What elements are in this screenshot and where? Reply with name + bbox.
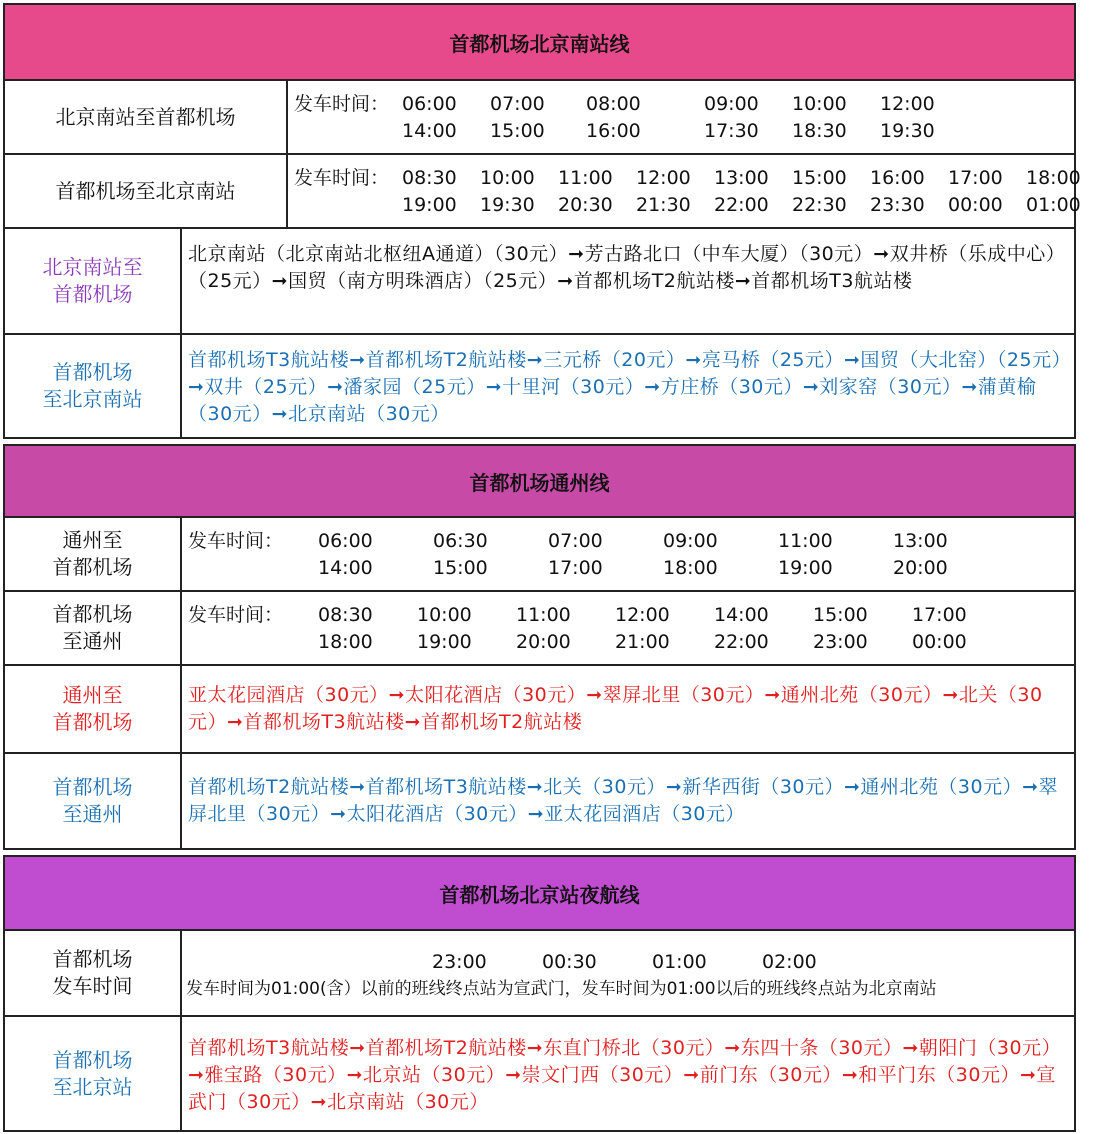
time: 19:00 bbox=[402, 194, 457, 216]
schedule-row bbox=[5, 81, 1074, 155]
time: 15:00 bbox=[490, 120, 545, 142]
time: 17:00 bbox=[548, 557, 603, 579]
section-title: 首都机场北京站夜航线 bbox=[439, 882, 640, 907]
time: 21:30 bbox=[636, 194, 691, 216]
section-night-line bbox=[3, 855, 1076, 1132]
time: 20:00 bbox=[516, 631, 571, 653]
time: 09:00 bbox=[663, 530, 718, 552]
schedule-row bbox=[5, 155, 1081, 229]
time: 19:30 bbox=[880, 120, 935, 142]
time: 21:00 bbox=[615, 631, 670, 653]
time: 14:00 bbox=[402, 120, 457, 142]
time: 19:00 bbox=[778, 557, 833, 579]
time: 15:00 bbox=[813, 604, 868, 626]
time: 18:30 bbox=[792, 120, 847, 142]
time: 18:00 bbox=[1026, 167, 1081, 189]
time: 20:00 bbox=[893, 557, 948, 579]
time: 09:00 bbox=[704, 93, 759, 115]
section-header bbox=[5, 446, 1074, 518]
time: 17:00 bbox=[948, 167, 1003, 189]
departure-prefix: 发车时间： bbox=[188, 604, 284, 626]
time: 15:00 bbox=[433, 557, 488, 579]
route-row bbox=[5, 754, 1074, 848]
row-label: 首都机场 至北京站 bbox=[5, 1017, 182, 1130]
row-content bbox=[182, 931, 1074, 1015]
time: 16:00 bbox=[586, 120, 641, 142]
row-content bbox=[182, 518, 1074, 590]
row-label: 北京南站至 首都机场 bbox=[5, 229, 182, 333]
section-title: 首都机场北京南站线 bbox=[449, 31, 630, 56]
row-label: 通州至 首都机场 bbox=[5, 518, 182, 590]
time: 08:30 bbox=[402, 167, 457, 189]
time: 18:00 bbox=[663, 557, 718, 579]
time: 19:30 bbox=[480, 194, 535, 216]
time: 10:00 bbox=[480, 167, 535, 189]
time: 23:00 bbox=[432, 951, 487, 973]
time: 17:30 bbox=[704, 120, 759, 142]
time: 11:00 bbox=[558, 167, 613, 189]
time: 22:00 bbox=[714, 631, 769, 653]
time: 02:00 bbox=[762, 951, 817, 973]
time: 10:00 bbox=[792, 93, 847, 115]
route-row bbox=[5, 229, 1074, 335]
time: 13:00 bbox=[893, 530, 948, 552]
schedule-row bbox=[5, 592, 1074, 666]
route-stops: 北京南站（北京南站北枢纽A通道）（30元）➞芳古路北口（中车大厦）（30元）➞双井桥（乐成中心）（25元）➞国贸（南方明珠酒店）（25元）➞首都机场T2航站楼➞首都机场T3航站楼 bbox=[188, 243, 1066, 292]
time: 23:00 bbox=[813, 631, 868, 653]
route-row bbox=[5, 666, 1074, 754]
time: 18:00 bbox=[318, 631, 373, 653]
row-label: 首都机场 至北京南站 bbox=[5, 335, 182, 437]
time: 01:00 bbox=[652, 951, 707, 973]
section-title: 首都机场通州线 bbox=[469, 470, 610, 495]
departure-note: 发车时间为01:00(含）以前的班线终点站为宣武门，发车时间为01:00以后的班线终点站为北京南站 bbox=[186, 979, 937, 999]
row-label: 首都机场 发车时间 bbox=[5, 931, 182, 1015]
row-label: 首都机场至北京南站 bbox=[5, 155, 288, 227]
departure-prefix: 发车时间： bbox=[188, 530, 284, 552]
route-stops: 首都机场T3航站楼➞首都机场T2航站楼➞三元桥（20元）➞亮马桥（25元）➞国贸（大北窑）（25元）➞双井（25元）➞潘家园（25元）➞十里河（30元）➞方庄桥（30元）➞刘家窑（30元）➞蒲黄榆（30元）➞北京南站（30元） bbox=[188, 349, 1062, 425]
row-content bbox=[288, 155, 1110, 227]
schedule-row bbox=[5, 518, 1074, 592]
row-label: 北京南站至首都机场 bbox=[5, 81, 288, 153]
row-label: 首都机场 至通州 bbox=[5, 754, 182, 848]
time: 00:00 bbox=[912, 631, 967, 653]
time: 00:30 bbox=[542, 951, 597, 973]
departure-prefix: 发车时间： bbox=[294, 167, 390, 189]
row-content bbox=[288, 81, 1074, 153]
time: 12:00 bbox=[880, 93, 935, 115]
section-header bbox=[5, 857, 1074, 931]
time: 00:00 bbox=[948, 194, 1003, 216]
time: 17:00 bbox=[912, 604, 967, 626]
time: 15:00 bbox=[792, 167, 847, 189]
time: 11:00 bbox=[516, 604, 571, 626]
time: 08:00 bbox=[586, 93, 641, 115]
route-stops: 首都机场T3航站楼➞首都机场T2航站楼➞东直门桥北（30元）➞东四十条（30元）➞朝阳门（30元）➞雅宝路（30元）➞北京站（30元）➞崇文门西（30元）➞前门东（30元）➞和平门东（30元）➞宣武门（30元）➞北京南站（30元） bbox=[188, 1037, 1062, 1113]
row-label: 通州至 首都机场 bbox=[5, 666, 182, 752]
time: 07:00 bbox=[548, 530, 603, 552]
time: 06:30 bbox=[433, 530, 488, 552]
departure-prefix: 发车时间： bbox=[294, 93, 390, 115]
time: 22:00 bbox=[714, 194, 769, 216]
time: 12:00 bbox=[636, 167, 691, 189]
route-stops: 首都机场T2航站楼➞首都机场T3航站楼➞北关（30元）➞新华西街（30元）➞通州北苑（30元）➞翠屏北里（30元）➞太阳花酒店（30元）➞亚太花园酒店（30元） bbox=[188, 776, 1059, 825]
time: 14:00 bbox=[318, 557, 373, 579]
time: 23:30 bbox=[870, 194, 925, 216]
route-stops: 亚太花园酒店（30元）➞太阳花酒店（30元）➞翠屏北里（30元）➞通州北苑（30元）➞北关（30元）➞首都机场T3航站楼➞首都机场T2航站楼 bbox=[188, 684, 1043, 733]
time: 16:00 bbox=[870, 167, 925, 189]
time: 08:30 bbox=[318, 604, 373, 626]
schedule-row bbox=[5, 931, 1074, 1017]
section-tongzhou-line bbox=[3, 444, 1076, 850]
time: 20:30 bbox=[558, 194, 613, 216]
time: 07:00 bbox=[490, 93, 545, 115]
section-header bbox=[5, 5, 1074, 81]
section-nanzhan-line bbox=[3, 3, 1081, 439]
time: 10:00 bbox=[417, 604, 472, 626]
route-row bbox=[5, 335, 1074, 437]
time: 22:30 bbox=[792, 194, 847, 216]
time: 19:00 bbox=[417, 631, 472, 653]
time: 14:00 bbox=[714, 604, 769, 626]
time: 06:00 bbox=[318, 530, 373, 552]
time: 13:00 bbox=[714, 167, 769, 189]
time: 06:00 bbox=[402, 93, 457, 115]
route-row bbox=[5, 1017, 1074, 1130]
time: 12:00 bbox=[615, 604, 670, 626]
time: 01:00 bbox=[1026, 194, 1081, 216]
row-label: 首都机场 至通州 bbox=[5, 592, 182, 664]
time: 11:00 bbox=[778, 530, 833, 552]
row-content bbox=[182, 592, 1074, 664]
